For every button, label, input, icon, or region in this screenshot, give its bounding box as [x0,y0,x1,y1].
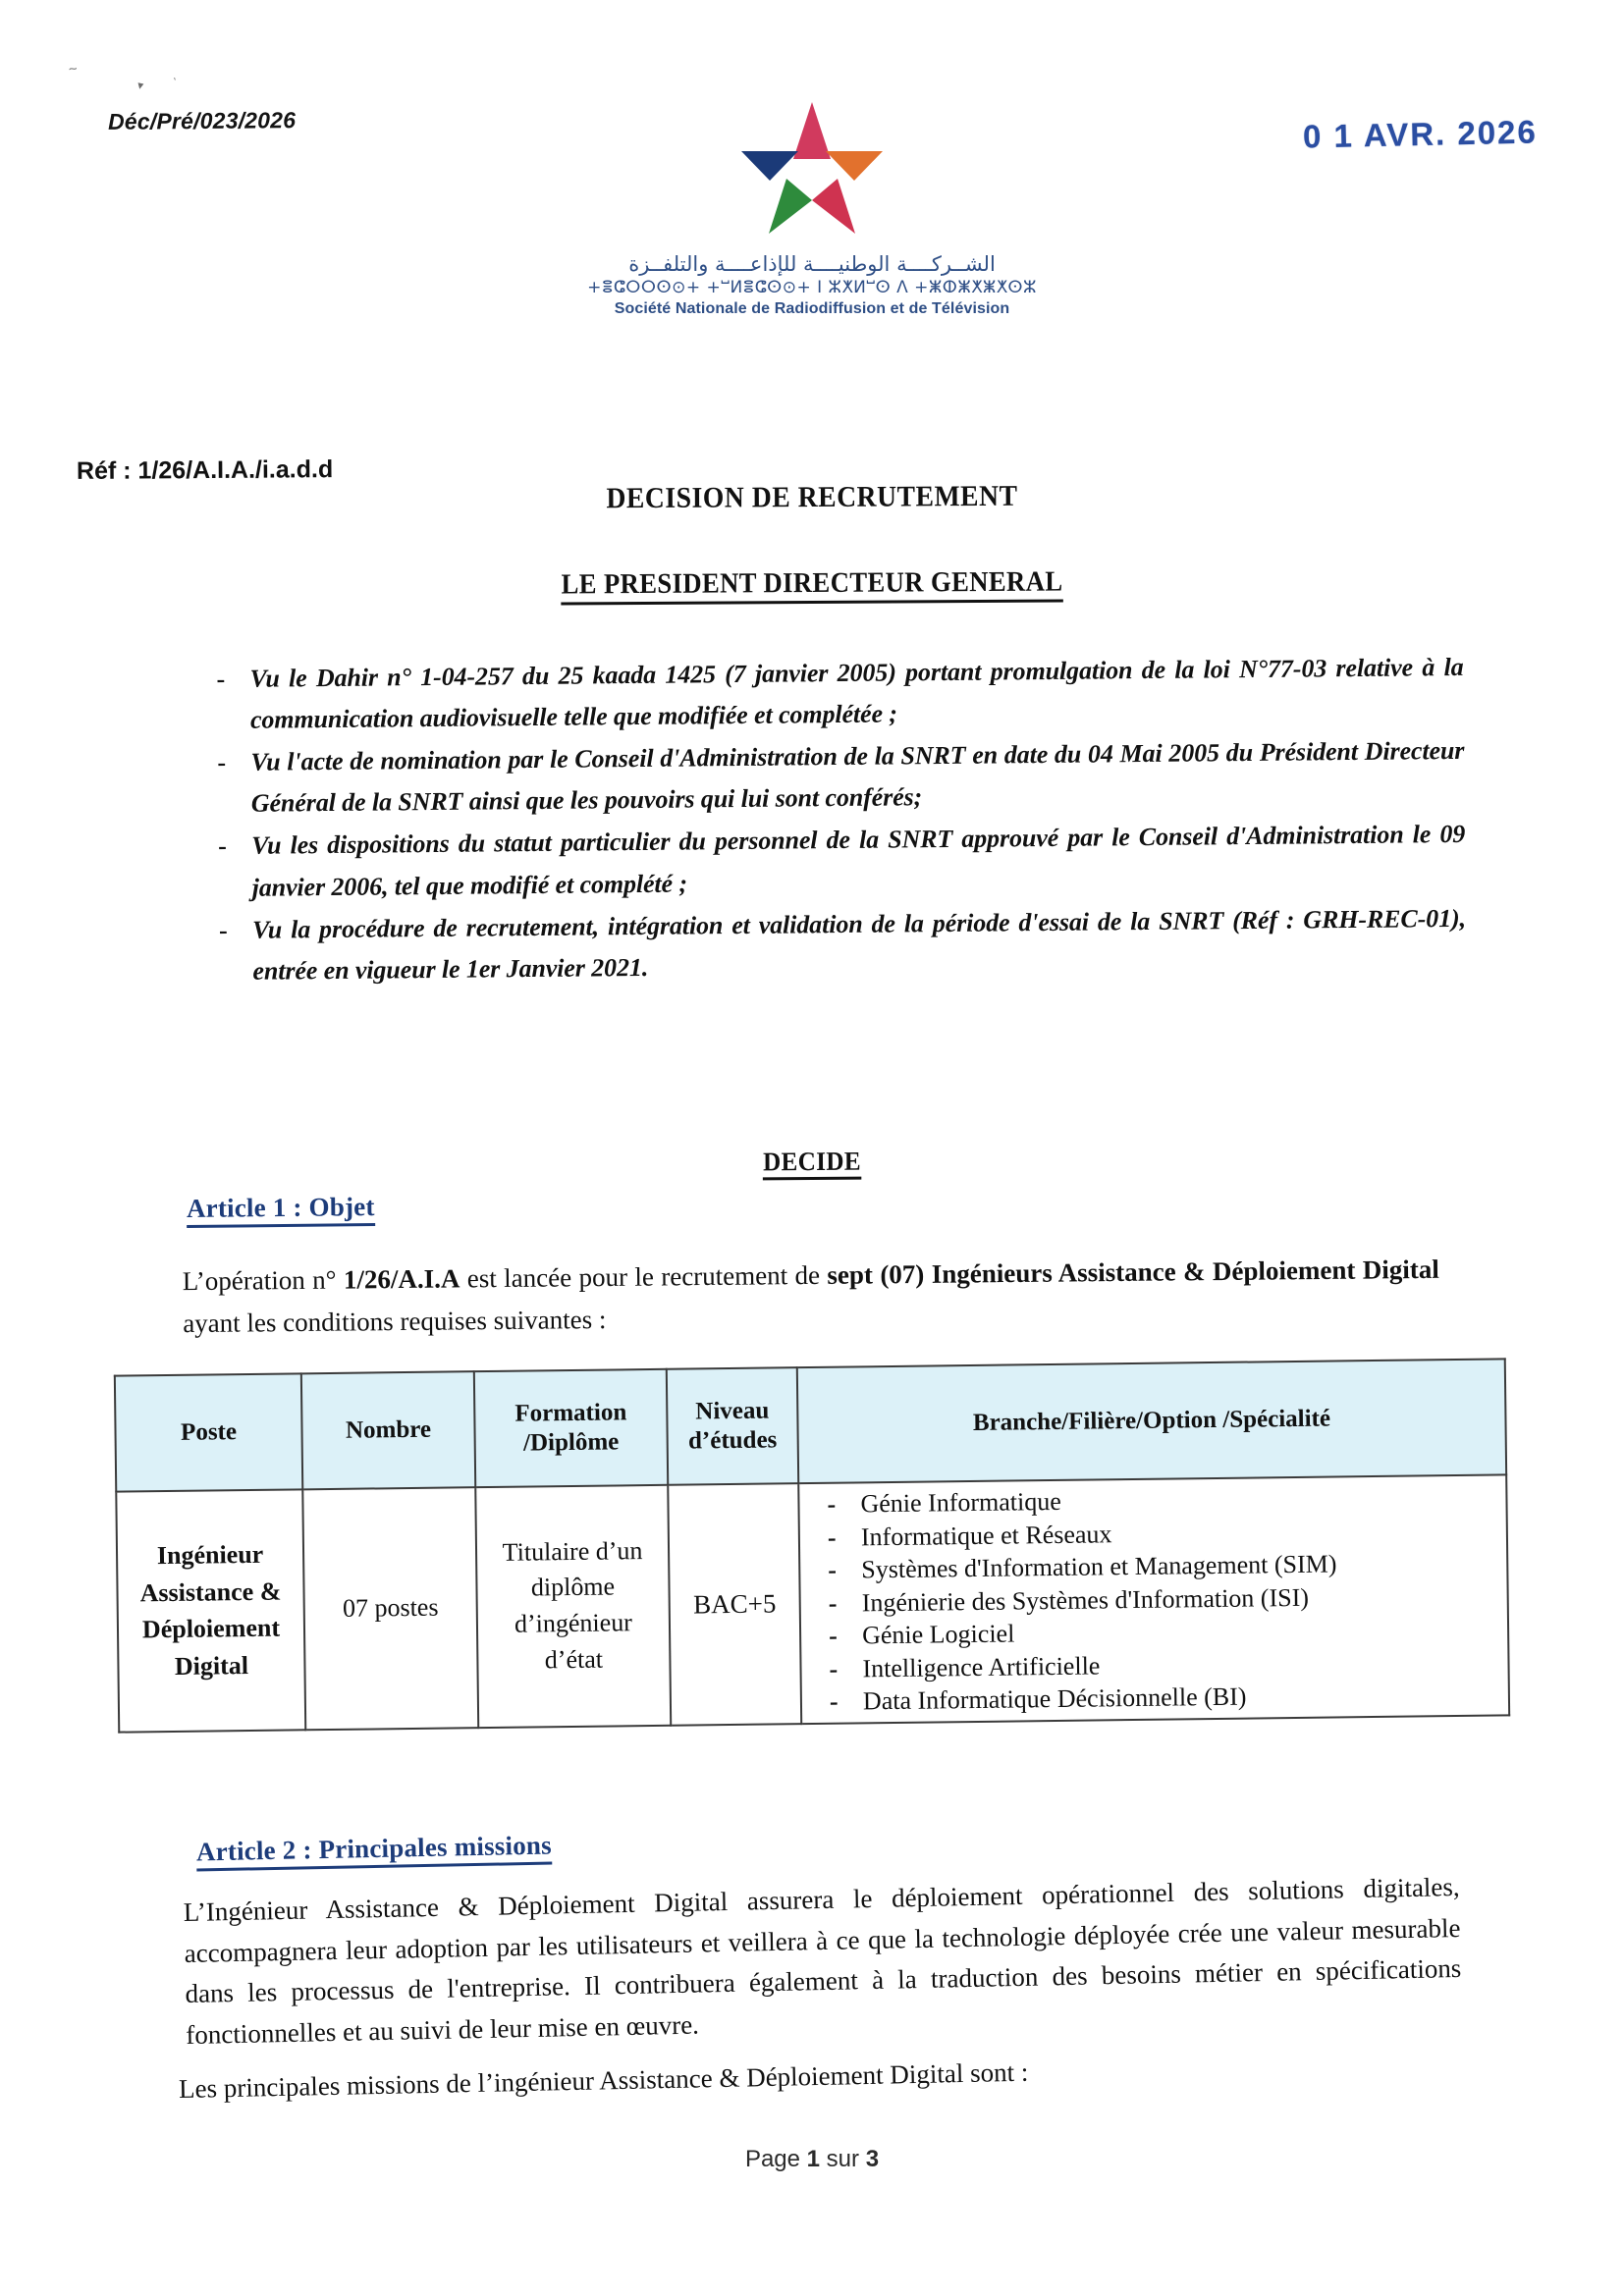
article-2-heading-wrap [196,1831,552,1872]
table-header [115,1359,1506,1491]
list-item: - Ingénierie des Systèmes d'Information (ISI) [807,1578,1501,1620]
table-body [116,1474,1509,1732]
considerant-text: Vu la procédure de recrutement, intégration et validation de la période d'essai de la SNRT (Réf : GRH-REC-01), entrée en vigueur le 1er Janvier 2021. [251,903,1467,986]
considerant-item [216,647,1464,741]
column-header-nombre: Nombre [301,1371,475,1489]
list-item: - Génie Logiciel [807,1612,1501,1653]
specialty-list [805,1479,1502,1718]
column-header-niveau [667,1367,798,1485]
list-item: - Systèmes d'Information et Management (SIM) [806,1545,1500,1586]
snrt-star-icon [733,94,891,241]
requirements-table-wrap [114,1358,1510,1733]
organization-name-french: Société Nationale de Radiodiffusion et de Télévision [614,300,1010,318]
document-subtitle-text: LE PRESIDENT DIRECTEUR GENERAL [561,566,1062,606]
article-1-operation-number: 1/26/A.I.A [343,1263,460,1295]
column-header-formation-line2: /Diplôme [522,1428,620,1457]
considerant-item [217,730,1465,825]
cell-branche [798,1474,1509,1724]
article-1-heading-wrap [187,1192,375,1228]
article-1-text-part3: ayant les conditions requises suivantes : [183,1304,607,1338]
column-header-poste: Poste [115,1373,302,1491]
article-1-position-title: sept (07) Ingénieurs Assistance & Déploiement Digital [827,1254,1439,1290]
footer-middle: sur [820,2146,866,2172]
list-item: - Intelligence Artificielle [807,1644,1501,1685]
list-item: - Génie Informatique [805,1479,1499,1521]
column-header-niveau-line1: Niveau [695,1397,770,1424]
decide-heading [57,1142,1567,1182]
document-code: Déc/Pré/023/2026 [107,107,297,134]
footer-current-page: 1 [806,2146,821,2172]
column-header-formation [474,1369,668,1487]
decide-heading-text: DECIDE [763,1147,861,1181]
scan-artifact-mark: ~ [67,60,79,79]
article-2-paragraph: L’Ingénieur Assistance & Déploiement Digital assurera le déploiement opérationnel des solutions digitales, accompagnera leur adoption par les utilisateurs et veillera à ce que la technologie déployée crée une valeur mesurable dans les processus de l'entreprise. Il contribuera également à la traduction des besoins métier en spécifications fonctionnelles et au suivi de leur mise en œuvre. [183,1871,1462,2050]
list-item: - Informatique et Réseaux [806,1513,1500,1554]
considerants-list [216,647,1466,993]
considerant-item [219,898,1467,992]
column-header-formation-line1: Formation [514,1398,627,1427]
article-1-text-part1: L’opération n° [182,1264,345,1297]
article-2-body [183,1867,1462,2056]
article-2-tail: Les principales missions de l’ingénieur Assistance & Déploiement Digital sont : [178,2056,1029,2105]
table-row [116,1474,1509,1732]
article-1-heading: Article 1 : Objet [187,1192,375,1228]
list-item: - Data Informatique Décisionnelle (BI) [808,1678,1502,1719]
considerant-bullet: - [218,915,228,944]
considerant-text: Vu le Dahir n° 1-04-257 du 25 kaada 1425 (7 janvier 2005) portant promulgation de la loi N°77-03 relative à la communication audiovisuelle telle que modifiée et complétée ; [249,652,1464,734]
cell-niveau: BAC+5 [668,1483,801,1725]
cell-formation: Titulaire d’un diplôme d’ingénieur d’état [475,1485,671,1728]
date-stamp: 0 1 AVR. 2026 [1302,113,1539,155]
column-header-niveau-line2: d’études [687,1426,778,1455]
cell-poste: Ingénieur Assistance & Déploiement Digital [116,1489,305,1732]
considerant-bullet: - [218,831,228,861]
considerant-bullet: - [217,748,227,777]
reference-line: Réf : 1/26/A.I.A./i.a.d.d [76,455,334,485]
considerant-text: Vu l'acte de nomination par le Conseil d'Administration de la SNRT en date du 04 Mai 2005 du Président Directeur Général de la SNRT ainsi que les pouvoirs qui lui sont conférés; [250,736,1465,819]
table-header-row [115,1359,1506,1491]
considerant-item [218,814,1466,908]
organization-name-tifinagh: +ⴻⵛⵔⵔⵙ⊙+ +ⵯⵍⴻⵛⵙ⊙+ Ⅰ ⵣⵅⵍⵯⵙ ⴷ +ⵥⵀⵥⵅⵥⵅⵙⵣ [587,278,1037,298]
article-1-body [183,1249,1440,1345]
considerant-bullet: - [216,665,226,694]
page-footer [0,2146,1624,2173]
footer-total-pages: 3 [865,2146,880,2172]
requirements-table [114,1358,1510,1733]
article-1-text-part2: est lancée pour le recrutement de [460,1259,828,1294]
cell-nombre: 07 postes [302,1487,478,1730]
document-subtitle [65,563,1559,605]
article-2-heading: Article 2 : Principales missions [196,1831,552,1872]
footer-prefix: Page [744,2146,807,2172]
scan-artifact-mark: ▾ [135,78,145,93]
organization-header [0,94,1624,318]
scan-artifact-mark: ʼ [173,76,180,89]
considerant-text: Vu les dispositions du statut particulier du personnel de la SNRT approuvé par le Conseil d'Administration le 09 janvier 2006, tel que modifié et complété ; [251,820,1466,902]
organization-name-arabic: الشــركــــة الوطنيــــة للإذاعــــة والتلفــزة [628,252,996,276]
document-title: DECISION DE RECRUTEMENT [606,479,1018,515]
column-header-branche: Branche/Filière/Option /Spécialité [797,1359,1506,1483]
